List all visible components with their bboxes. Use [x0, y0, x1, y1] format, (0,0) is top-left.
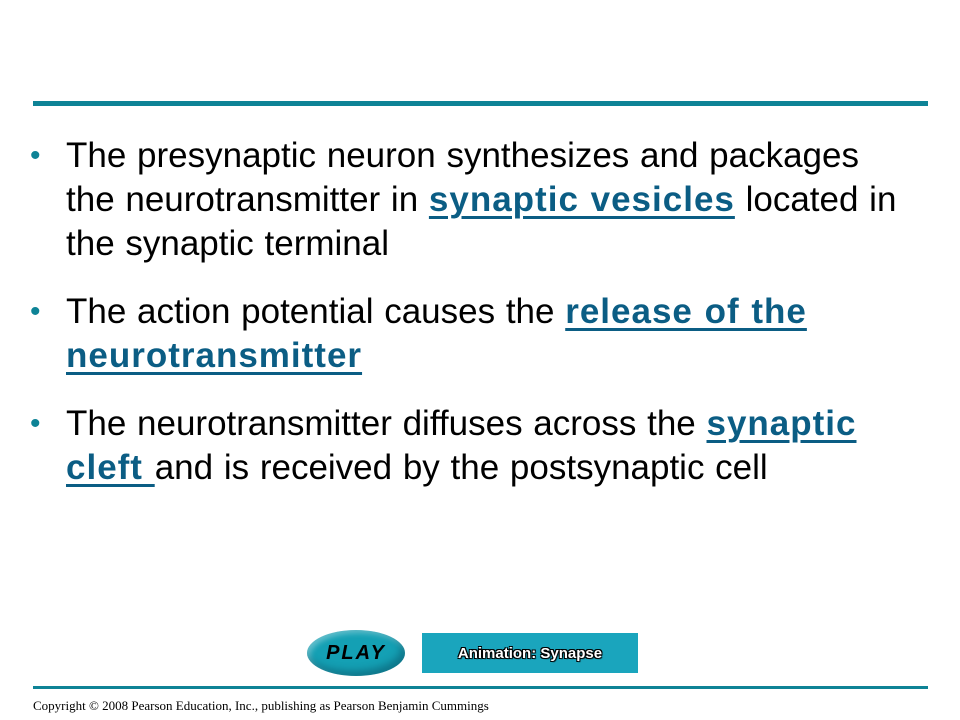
bottom-divider [33, 686, 928, 689]
play-button[interactable]: PLAY [307, 630, 405, 676]
animation-synapse-button[interactable]: Animation: Synapse [422, 633, 638, 673]
bullet-item-release [30, 290, 910, 378]
top-divider [33, 101, 928, 106]
bullet-item-cleft [30, 402, 910, 490]
link-synaptic-cleft[interactable]: synaptic cleft [66, 404, 857, 487]
bullet-dot: • [30, 139, 41, 172]
bullet-text: The presynaptic neuron synthesizes and packages the neurotransmitter in [66, 136, 859, 219]
bullet-dot: • [30, 407, 41, 440]
link-synaptic-vesicles[interactable]: synaptic vesicles [428, 180, 735, 219]
bullet-list [30, 134, 910, 490]
bullet-text: located in the synaptic terminal [66, 180, 897, 263]
bullet-text: The action potential causes the [66, 292, 566, 331]
copyright-notice: Copyright © 2008 Pearson Education, Inc., publishing as Pearson Benjamin Cummings [33, 698, 489, 713]
bullet-dot: • [30, 295, 41, 328]
bullet-text: The neurotransmitter diffuses across the [66, 404, 707, 443]
link-release-of-neurotransmitter[interactable]: release of the neurotransmitter [66, 292, 807, 375]
bullet-text: and is received by the postsynaptic cell [154, 448, 768, 487]
bullet-item-vesicles [30, 134, 910, 266]
